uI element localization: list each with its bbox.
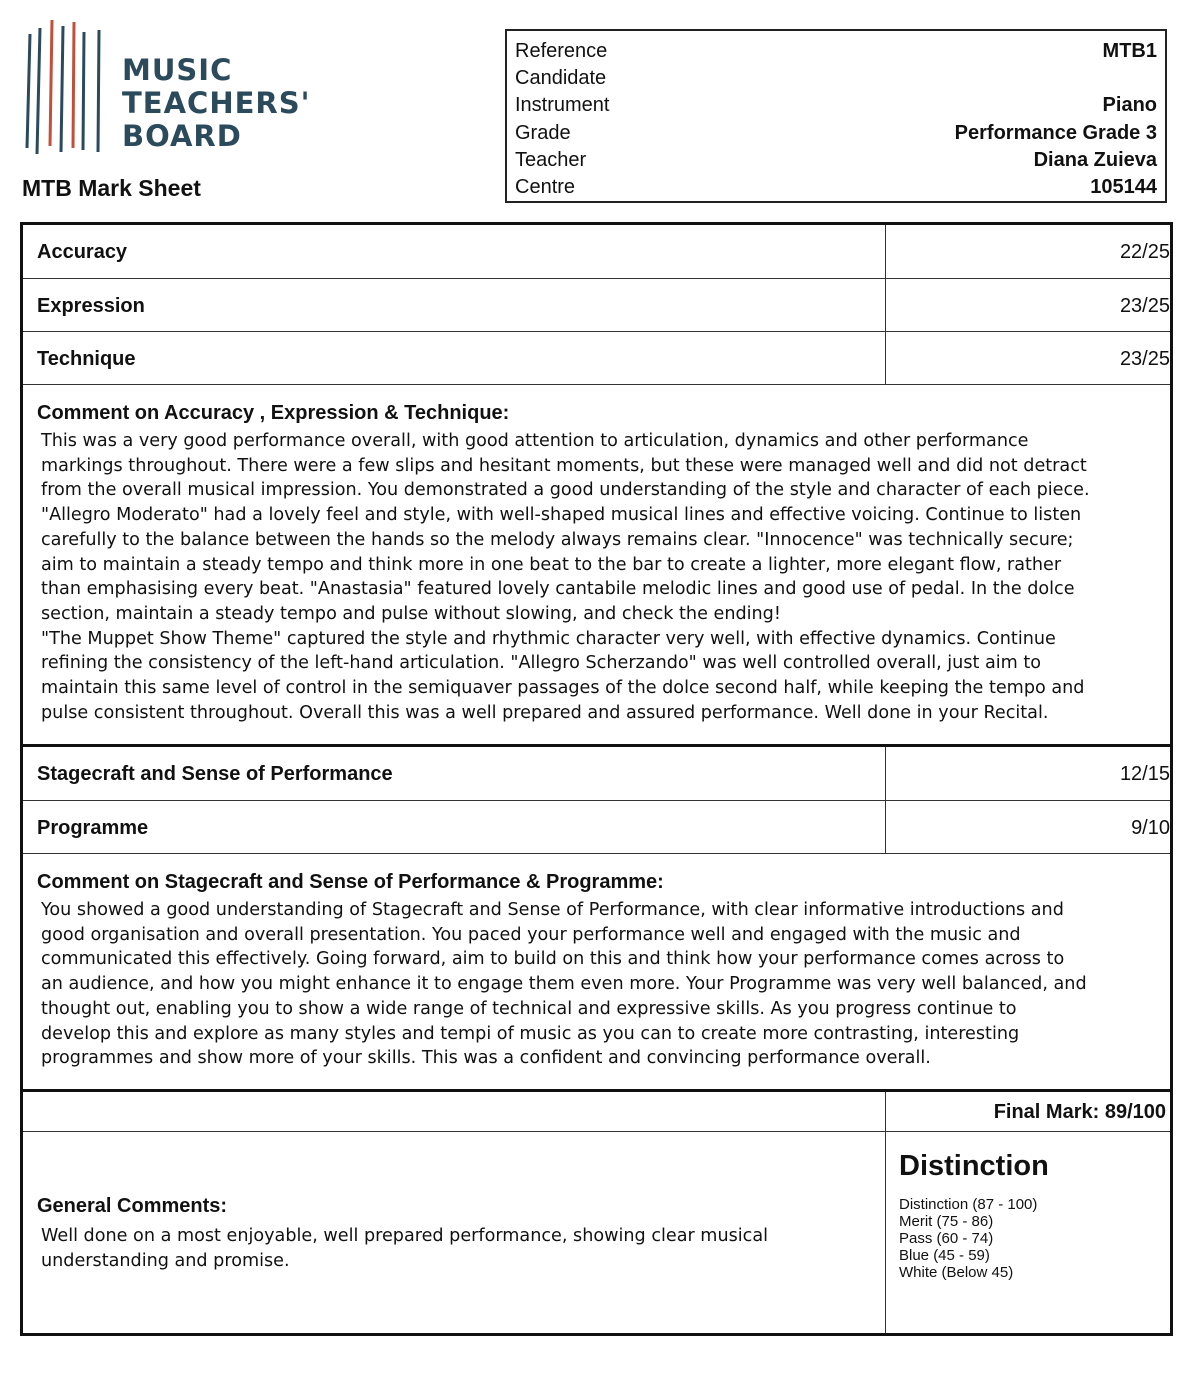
- comment-line: programmes and show more of your skills. This was a confident and convincing performance overall.: [41, 1048, 931, 1069]
- score-value: 22/25: [1119, 241, 1170, 263]
- info-row-candidate: [515, 65, 1157, 92]
- score-label: Expression: [37, 295, 145, 317]
- logo-text: [122, 54, 311, 153]
- general-comments-text: [41, 1224, 870, 1273]
- comment-line: "Allegro Moderato" had a lovely feel and style, with well-shaped musical lines and effective voicing. Continue to listen: [41, 505, 1082, 526]
- comment-line: You showed a good understanding of Stagecraft and Sense of Performance, with clear informative introductions and: [41, 900, 1064, 920]
- result-cell: [885, 1132, 1170, 1333]
- final-mark: Final Mark: 89/100: [993, 1101, 1166, 1123]
- info-row-centre: [515, 174, 1157, 201]
- info-value: Piano: [1102, 94, 1157, 117]
- result-award: Distinction: [899, 1150, 1049, 1182]
- comment-heading: Comment on Accuracy , Expression & Technique:: [37, 402, 510, 424]
- grade-bands-list: [899, 1196, 1037, 1281]
- info-label: Centre: [515, 175, 576, 198]
- info-label: Instrument: [515, 94, 610, 117]
- score-label: Accuracy: [37, 241, 128, 263]
- info-row-grade: [515, 120, 1157, 147]
- comment-line: This was a very good performance overall, with good attention to articulation, dynamics and other performance: [41, 431, 1029, 451]
- info-row-instrument: [515, 92, 1157, 119]
- comment-line: markings throughout. There were a few slips and hesitant moments, but these were managed well and did not detract: [41, 455, 1087, 476]
- score-value: 12/15: [1119, 763, 1170, 785]
- comment-line: refining the consistency of the left-hand articulation. "Allegro Scherzando" was well controlled overall, just aim to: [41, 653, 1042, 674]
- logo-line-teachers: TEACHERS': [122, 86, 311, 120]
- info-label: Reference: [515, 40, 608, 62]
- info-label: Candidate: [515, 67, 607, 90]
- comment-section-accuracy: [23, 385, 1170, 747]
- comment-line: communicated this effectively. Going forward, aim to build on this and think how your performance comes across to: [41, 949, 1065, 970]
- grade-band: Pass (60 - 74): [899, 1230, 994, 1247]
- comment-line: section, maintain a steady tempo and pulse without slowing, and check the ending!: [41, 603, 781, 624]
- comment-line: "The Muppet Show Theme" captured the style and rhythmic character very well, with effective dynamics. Continue: [41, 628, 1056, 649]
- logo-line-board: BOARD: [122, 119, 242, 153]
- score-label: Programme: [37, 817, 149, 839]
- comment-text: [41, 429, 1152, 725]
- comment-line: than emphasising every beat. "Anastasia" featured lovely cantabile melodic lines and good use of pedal. In the dolce: [41, 579, 1075, 600]
- final-mark-cell: [885, 1092, 1170, 1131]
- info-row-teacher: [515, 147, 1157, 174]
- score-cell: [885, 225, 1170, 278]
- general-comments-heading: General Comments:: [37, 1195, 228, 1217]
- comment-line: thought out, enabling you to show a wide range of technical and expressive skills. As you progress continue to: [41, 998, 1017, 1019]
- score-row-technique: [23, 332, 1170, 385]
- info-row-reference: [515, 38, 1157, 65]
- score-row-expression: [23, 279, 1170, 332]
- info-value: 105144: [1090, 175, 1157, 198]
- mtb-logo: [24, 20, 311, 160]
- grade-band: Blue (45 - 59): [899, 1247, 990, 1264]
- comment-line: maintain this same level of control in the semiquaver passages of the dolce second half, while keeping the tempo and: [41, 678, 1085, 699]
- info-value: Diana Zuieva: [1033, 148, 1157, 171]
- score-cell: [885, 279, 1170, 331]
- score-label: Technique: [37, 348, 136, 370]
- score-value: 23/25: [1119, 295, 1170, 317]
- logo-bars-icon: [24, 20, 114, 160]
- score-cell: [885, 332, 1170, 384]
- mark-table: [20, 222, 1173, 1336]
- info-value: MTB1: [1102, 40, 1157, 62]
- comment-line: from the overall musical impression. You demonstrated a good understanding of the style and character of each piece.: [41, 480, 1090, 501]
- final-mark-row: [23, 1092, 1170, 1132]
- grade-band: Distinction (87 - 100): [899, 1196, 1038, 1213]
- comment-line: aim to maintain a steady tempo and think more in one beat to the bar to create a lighter, more elegant flow, rather: [41, 554, 1062, 575]
- comment-line: carefully to the balance between the hands so the melody always remains clear. "Innocence" was technically secure;: [41, 529, 1074, 550]
- score-row-stagecraft: [23, 747, 1170, 801]
- comment-line: an audience, and how you might enhance it to engage them even more. Your Programme was very well balanced, and: [41, 974, 1087, 995]
- comment-line: Well done on a most enjoyable, well prepared performance, showing clear musical: [41, 1226, 768, 1246]
- score-cell: [885, 801, 1170, 853]
- score-label: Stagecraft and Sense of Performance: [37, 763, 393, 785]
- info-label: Grade: [515, 121, 571, 144]
- info-label: Teacher: [515, 148, 587, 171]
- score-value: 23/25: [1119, 348, 1170, 370]
- comment-line: pulse consistent throughout. Overall this was a well prepared and assured performance. Well done in your Recital.: [41, 702, 1049, 723]
- comment-heading: Comment on Stagecraft and Sense of Performance & Programme:: [37, 871, 664, 893]
- grade-band: Merit (75 - 86): [899, 1213, 994, 1230]
- score-value: 9/10: [1131, 817, 1170, 839]
- score-row-programme: [23, 801, 1170, 854]
- comment-line: understanding and promise.: [41, 1250, 290, 1271]
- sheet-title: MTB Mark Sheet: [22, 175, 201, 201]
- comment-line: develop this and explore as many styles and tempi of music as you can to create more contrasting, interesting: [41, 1023, 1020, 1044]
- score-cell: [885, 747, 1170, 800]
- score-row-accuracy: [23, 225, 1170, 279]
- comment-section-stagecraft: [23, 854, 1170, 1092]
- grade-band: White (Below 45): [899, 1264, 1014, 1281]
- logo-line-music: MUSIC: [122, 53, 233, 87]
- general-comments-row: [23, 1132, 1170, 1333]
- candidate-info-box: [505, 29, 1167, 203]
- comment-text: [41, 898, 1152, 1071]
- comment-line: good organisation and overall presentation. You paced your performance well and engaged with the music and: [41, 924, 1021, 945]
- info-value: Performance Grade 3: [954, 121, 1157, 144]
